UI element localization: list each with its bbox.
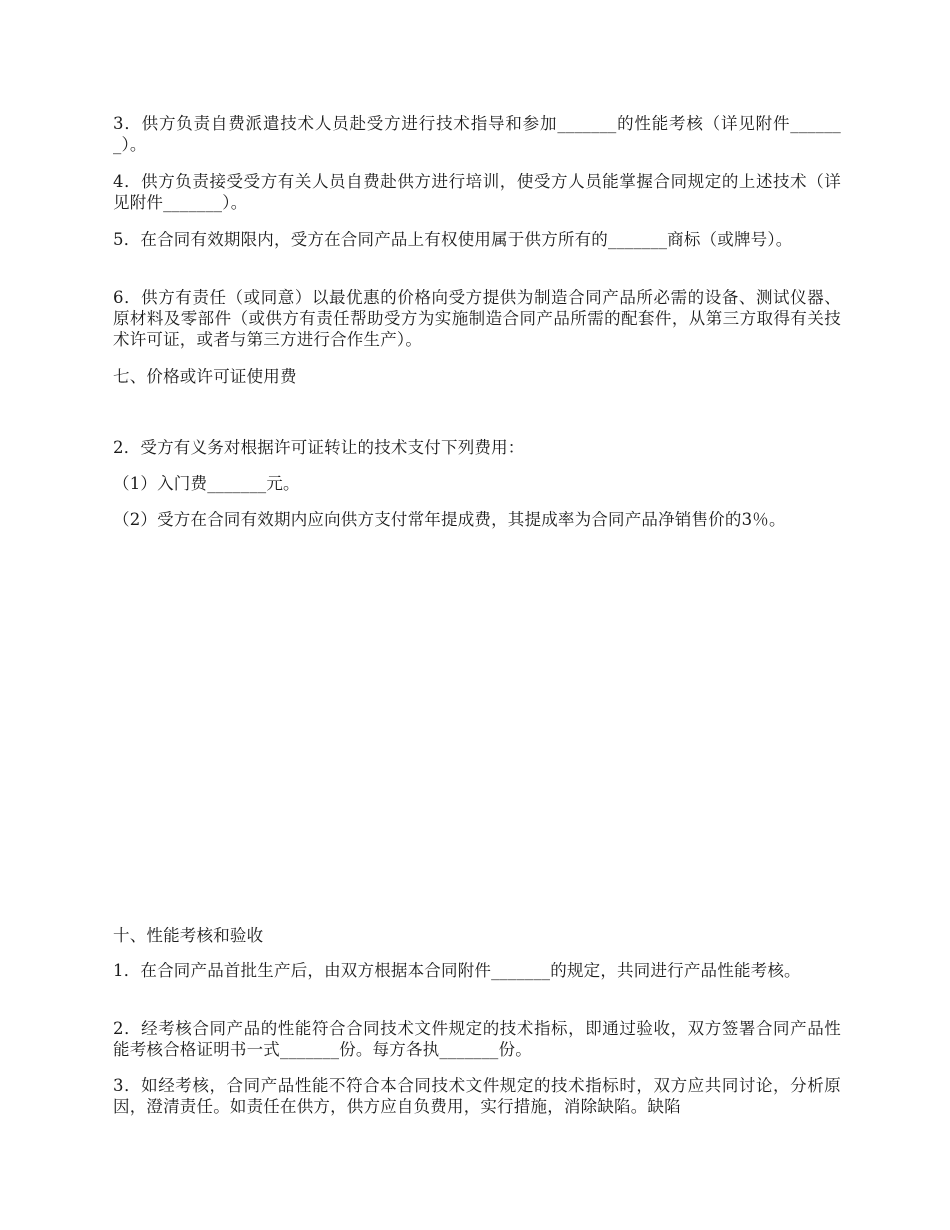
clause-3-technical-guidance: 3．供方负责自费派遣技术人员赴受方进行技术指导和参加_______的性能考核（详见附件_______）。 bbox=[113, 114, 841, 154]
clause-4-training: 4．供方负责接受受方有关人员自费赴供方进行培训，使受方人员能掌握合同规定的上述技术（详见附件_______）。 bbox=[113, 172, 841, 212]
fee-royalty: （2）受方在合同有效期内应向供方支付常年提成费，其提成率为合同产品净销售价的3％。 bbox=[113, 510, 786, 529]
acceptance-clause-1: 1．在合同产品首批生产后，由双方根据本合同附件_______的规定，共同进行产品性能考核。 bbox=[113, 961, 801, 980]
fee-entry: （1）入门费_______元。 bbox=[113, 474, 300, 493]
clause-2-fees: 2．受方有义务对根据许可证转让的技术支付下列费用： bbox=[113, 438, 525, 457]
acceptance-clause-3: 3．如经考核，合同产品性能不符合本合同技术文件规定的技术指标时，双方应共同讨论，分析原因，澄清责任。如责任在供方，供方应自负费用，实行措施，消除缺陷。缺陷 bbox=[113, 1076, 841, 1116]
section-heading-price: 七、价格或许可证使用费 bbox=[113, 367, 297, 386]
acceptance-clause-2: 2．经考核合同产品的性能符合合同技术文件规定的技术指标，即通过验收，双方签署合同产品性能考核合格证明书一式_______份。每方各执_______份。 bbox=[113, 1019, 841, 1059]
clause-6-equipment-supply: 6．供方有责任（或同意）以最优惠的价格向受方提供为制造合同产品所必需的设备、测试仪器、原材料及零部件（或供方有责任帮助受方为实施制造合同产品所需的配套件，从第三方取得有关技术许可证，或者与第三方进行合作生产）。 bbox=[113, 288, 841, 349]
section-heading-acceptance: 十、性能考核和验收 bbox=[113, 926, 264, 945]
clause-5-trademark: 5．在合同有效期限内，受方在合同产品上有权使用属于供方所有的_______商标（或牌号）。 bbox=[113, 230, 793, 249]
